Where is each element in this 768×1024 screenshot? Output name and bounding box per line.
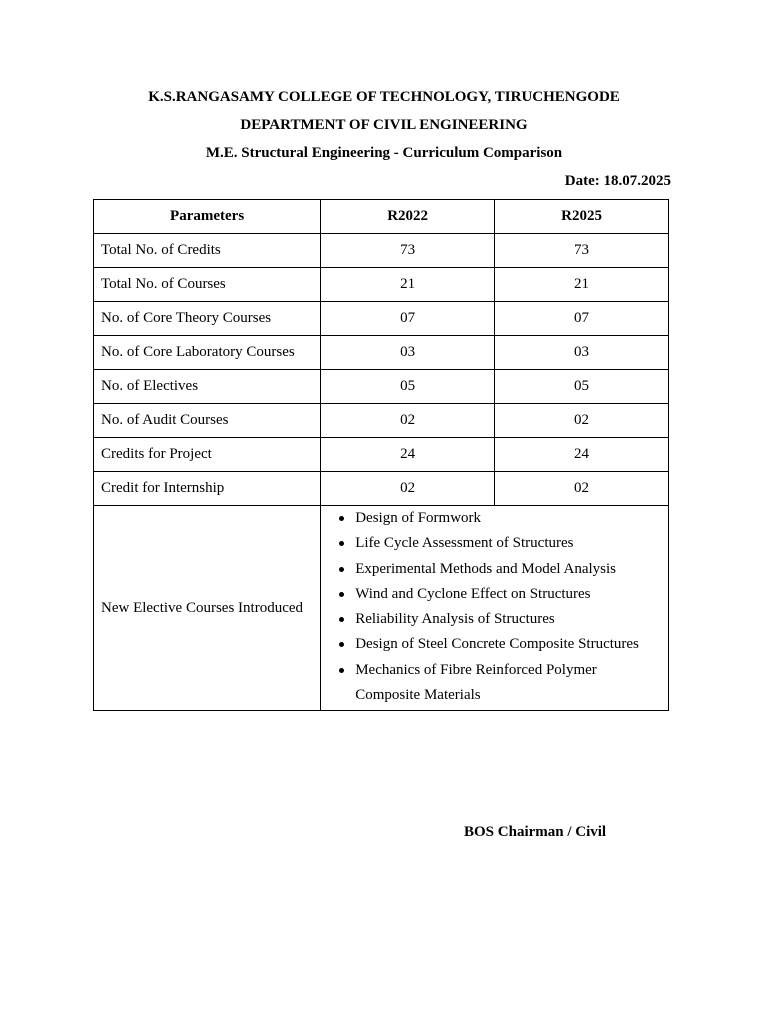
parameter-cell: Credit for Internship <box>94 472 321 506</box>
r2025-cell: 03 <box>495 336 669 370</box>
r2025-cell: 07 <box>495 302 669 336</box>
parameter-cell: Total No. of Courses <box>94 268 321 302</box>
new-electives-cell <box>321 506 669 711</box>
r2022-cell: 03 <box>321 336 495 370</box>
r2022-cell: 73 <box>321 234 495 268</box>
college-name: K.S.RANGASAMY COLLEGE OF TECHNOLOGY, TIRUCHENGODE <box>148 89 620 105</box>
parameter-cell: No. of Electives <box>94 370 321 404</box>
table-row <box>94 336 669 370</box>
table-row <box>94 404 669 438</box>
column-header-r2022: R2022 <box>321 200 495 234</box>
r2025-cell: 02 <box>495 404 669 438</box>
table-row <box>94 472 669 506</box>
document-title: M.E. Structural Engineering - Curriculum Comparison <box>205 145 563 161</box>
parameter-cell: Credits for Project <box>94 438 321 472</box>
r2022-cell: 21 <box>321 268 495 302</box>
new-electives-row <box>94 506 669 711</box>
r2025-cell: 02 <box>495 472 669 506</box>
parameter-cell: No. of Core Laboratory Courses <box>94 336 321 370</box>
new-electives-label: New Elective Courses Introduced <box>94 506 321 711</box>
document-date: Date: 18.07.2025 <box>564 173 671 189</box>
table-row <box>94 234 669 268</box>
r2022-cell: 05 <box>321 370 495 404</box>
r2025-cell: 05 <box>495 370 669 404</box>
parameter-cell: No. of Core Theory Courses <box>94 302 321 336</box>
r2022-cell: 24 <box>321 438 495 472</box>
signature-line: BOS Chairman / Civil <box>464 824 607 840</box>
table-header-row <box>94 200 669 234</box>
list-item: Reliability Analysis of Structures <box>355 607 661 632</box>
table-row <box>94 268 669 302</box>
column-header-r2025: R2025 <box>495 200 669 234</box>
r2022-cell: 02 <box>321 472 495 506</box>
list-item: Wind and Cyclone Effect on Structures <box>355 582 661 607</box>
curriculum-comparison-table <box>93 199 669 711</box>
new-electives-list <box>328 506 661 710</box>
list-item: Design of Formwork <box>355 506 661 531</box>
table-row <box>94 302 669 336</box>
parameter-cell: No. of Audit Courses <box>94 404 321 438</box>
list-item: Experimental Methods and Model Analysis <box>355 557 661 582</box>
r2022-cell: 02 <box>321 404 495 438</box>
r2025-cell: 24 <box>495 438 669 472</box>
r2022-cell: 07 <box>321 302 495 336</box>
list-item: Life Cycle Assessment of Structures <box>355 531 661 556</box>
r2025-cell: 21 <box>495 268 669 302</box>
department-name: DEPARTMENT OF CIVIL ENGINEERING <box>240 117 528 133</box>
table-row <box>94 438 669 472</box>
list-item: Design of Steel Concrete Composite Structures <box>355 632 661 657</box>
column-header-parameters: Parameters <box>94 200 321 234</box>
table-row <box>94 370 669 404</box>
parameter-cell: Total No. of Credits <box>94 234 321 268</box>
r2025-cell: 73 <box>495 234 669 268</box>
list-item: Mechanics of Fibre Reinforced Polymer Composite Materials <box>355 658 625 709</box>
